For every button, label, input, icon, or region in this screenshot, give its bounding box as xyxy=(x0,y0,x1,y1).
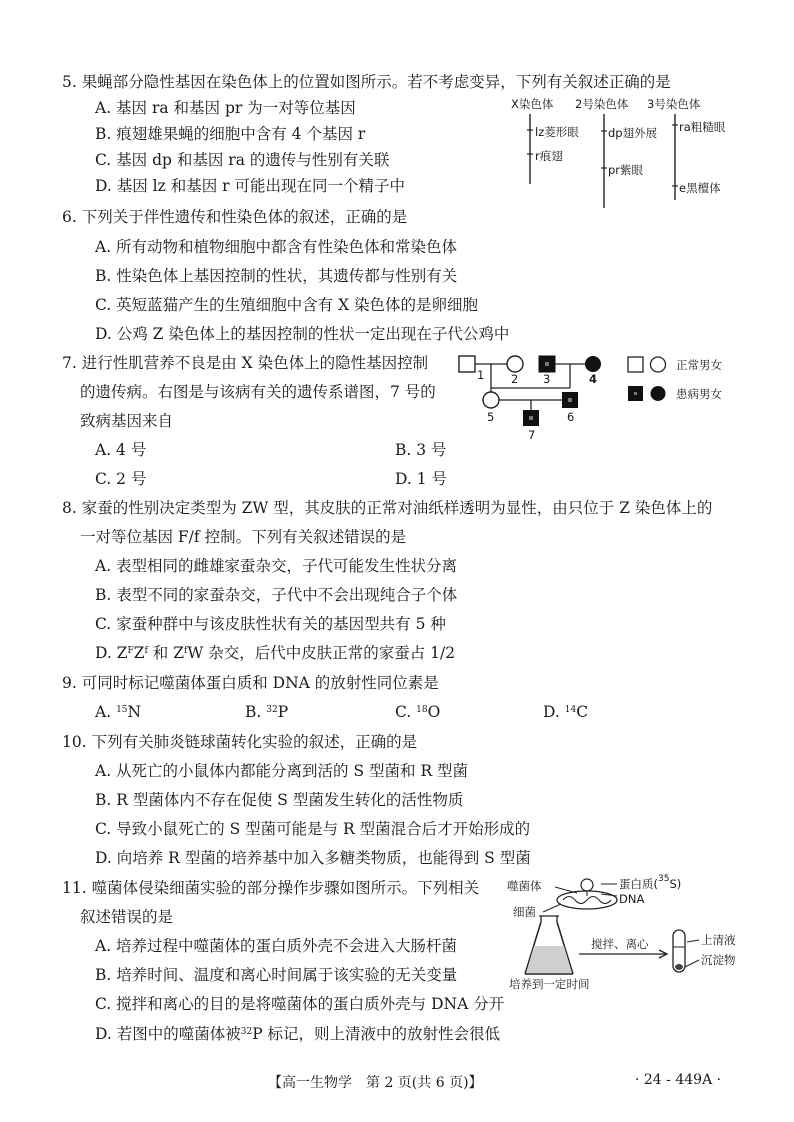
q7-option-b: B. 3 号 xyxy=(395,441,447,459)
label-phage: 噬菌体 xyxy=(507,879,542,893)
footer-page-info: 【高一生物学 第 2 页(共 6 页)】 xyxy=(268,1075,483,1091)
q9-option-a: A. $^{15}$N xyxy=(95,703,142,721)
q5-option-c: C. 基因 dp 和基因 ra 的遗传与性别有关联 xyxy=(95,151,390,169)
q7-stem-line2: 的遗传病。右图是与该病有关的遗传系谱图，7 号的 xyxy=(80,383,436,401)
gene-ra: ra粗糙眼 xyxy=(679,120,726,134)
q8-option-a: A. 表型相同的雌雄家蚕杂交，子代可能发生性状分离 xyxy=(95,557,458,575)
pedigree-6: 6 xyxy=(567,410,575,424)
label-dna: DNA xyxy=(619,892,645,906)
q8-option-c: C. 家蚕种群中与该皮肤性状有关的基因型共有 5 种 xyxy=(95,615,446,633)
q7-stem-line3: 致病基因来自 xyxy=(80,412,174,430)
q10-option-a: A. 从死亡的小鼠体内都能分离到活的 S 型菌和 R 型菌 xyxy=(95,762,469,780)
q6-option-a: A. 所有动物和植物细胞中都含有性染色体和常染色体 xyxy=(95,238,458,256)
q8-option-b: B. 表型不同的家蚕杂交，子代中不会出现纯合子个体 xyxy=(95,586,458,604)
q8-option-d: D. $Z^FZ^f$ 和 $Z^fW$ 杂交，后代中皮肤正常的家蚕占 1/2 xyxy=(95,644,456,662)
label-bacteria: 细菌 xyxy=(513,905,536,919)
q6-option-c: C. 英短蓝猫产生的生殖细胞中含有 X 染色体的是卵细胞 xyxy=(95,296,479,314)
chromosome-3-label: 3号染色体 xyxy=(647,97,701,111)
chromosome-2-label: 2号染色体 xyxy=(575,97,629,111)
pedigree-5: 5 xyxy=(487,410,495,424)
footer-code: · 24 - 449A · xyxy=(635,1072,722,1088)
q5-stem: 5. 果蝇部分隐性基因在染色体上的位置如图所示。若不考虑变异，下列有关叙述正确的是 xyxy=(62,73,671,91)
pedigree-4: 4 xyxy=(589,372,598,386)
phage-experiment-figure xyxy=(505,874,760,992)
q6-option-d: D. 公鸡 Z 染色体上的基因控制的性状一定出现在子代公鸡中 xyxy=(95,325,510,343)
gene-lz: lz菱形眼 xyxy=(535,125,579,139)
legend-normal: 正常男女 xyxy=(676,358,722,372)
pedigree-2: 2 xyxy=(511,372,519,386)
label-incubate: 培养到一定时间 xyxy=(509,977,590,991)
q11-stem-line1: 11. 噬菌体侵染细菌实验的部分操作步骤如图所示。下列相关 xyxy=(62,879,480,897)
pedigree-3: 3 xyxy=(543,372,551,386)
pedigree-chart xyxy=(455,352,630,442)
q11-stem-line2: 叙述错误的是 xyxy=(80,908,174,926)
gene-r: r痕翅 xyxy=(535,149,563,163)
gene-dp: dp翅外展 xyxy=(608,126,658,140)
gene-pr: pr紫眼 xyxy=(608,163,644,177)
legend-affected: 患病男女 xyxy=(676,387,722,401)
q10-option-c: C. 导致小鼠死亡的 S 型菌可能是与 R 型菌混合后才开始形成的 xyxy=(95,820,531,838)
q10-stem: 10. 下列有关肺炎链球菌转化实验的叙述，正确的是 xyxy=(62,733,418,751)
q9-stem: 9. 可同时标记噬菌体蛋白质和 DNA 的放射性同位素是 xyxy=(62,674,439,692)
q10-option-b: B. R 型菌体内不存在促使 S 型菌发生转化的活性物质 xyxy=(95,791,464,809)
pedigree-1: 1 xyxy=(477,368,485,382)
q7-option-a: A. 4 号 xyxy=(95,441,147,459)
pedigree-legend xyxy=(626,354,766,406)
q5-option-a: A. 基因 ra 和基因 pr 为一对等位基因 xyxy=(95,99,356,117)
label-precipitate: 沉淀物 xyxy=(701,953,736,967)
q11-option-c: C. 搅拌和离心的目的是将噬菌体的蛋白质外壳与 DNA 分开 xyxy=(95,995,505,1013)
label-stir-centrifuge: 搅拌、离心 xyxy=(591,937,649,951)
label-supernatant: 上清液 xyxy=(701,933,736,947)
q9-option-c: C. $^{18}$O xyxy=(395,703,441,721)
q6-option-b: B. 性染色体上基因控制的性状，其遗传都与性别有关 xyxy=(95,267,458,285)
q11-option-a: A. 培养过程中噬菌体的蛋白质外壳不会进入大肠杆菌 xyxy=(95,937,458,955)
q9-option-d: D. $^{14}$C xyxy=(543,703,589,721)
q5-option-b: B. 痕翅雄果蝇的细胞中含有 4 个基因 r xyxy=(95,125,366,143)
q6-stem: 6. 下列关于伴性遗传和性染色体的叙述，正确的是 xyxy=(62,208,408,226)
q11-option-d: D. 若图中的噬菌体被$^{32}$P 标记，则上清液中的放射性会很低 xyxy=(95,1025,501,1043)
label-protein: 蛋白质($^{35}$S) xyxy=(619,874,682,891)
pedigree-figure xyxy=(455,352,630,442)
pedigree-7: 7 xyxy=(528,428,536,442)
q10-option-d: D. 向培养 R 型菌的培养基中加入多糖类物质，也能得到 S 型菌 xyxy=(95,849,531,867)
q8-stem-line1: 8. 家蚕的性别决定类型为 ZW 型，其皮肤的正常对油纸样透明为显性，由只位于 Z 染色体上的 xyxy=(62,499,713,517)
q11-option-b: B. 培养时间、温度和离心时间属于该实验的无关变量 xyxy=(95,966,458,984)
chromosome-figure xyxy=(505,96,735,211)
q7-option-c: C. 2 号 xyxy=(95,470,147,488)
q7-option-d: D. 1 号 xyxy=(395,470,448,488)
q9-option-b: B. $^{32}$P xyxy=(245,703,289,721)
q7-stem-line1: 7. 进行性肌营养不良是由 X 染色体上的隐性基因控制 xyxy=(62,354,429,372)
chromosome-x-label: X染色体 xyxy=(511,97,554,111)
q8-stem-line2: 一对等位基因 F/f 控制。下列有关叙述错误的是 xyxy=(80,528,407,546)
gene-e: e黑檀体 xyxy=(679,181,721,195)
q5-option-d: D. 基因 lz 和基因 r 可能出现在同一个精子中 xyxy=(95,177,405,195)
